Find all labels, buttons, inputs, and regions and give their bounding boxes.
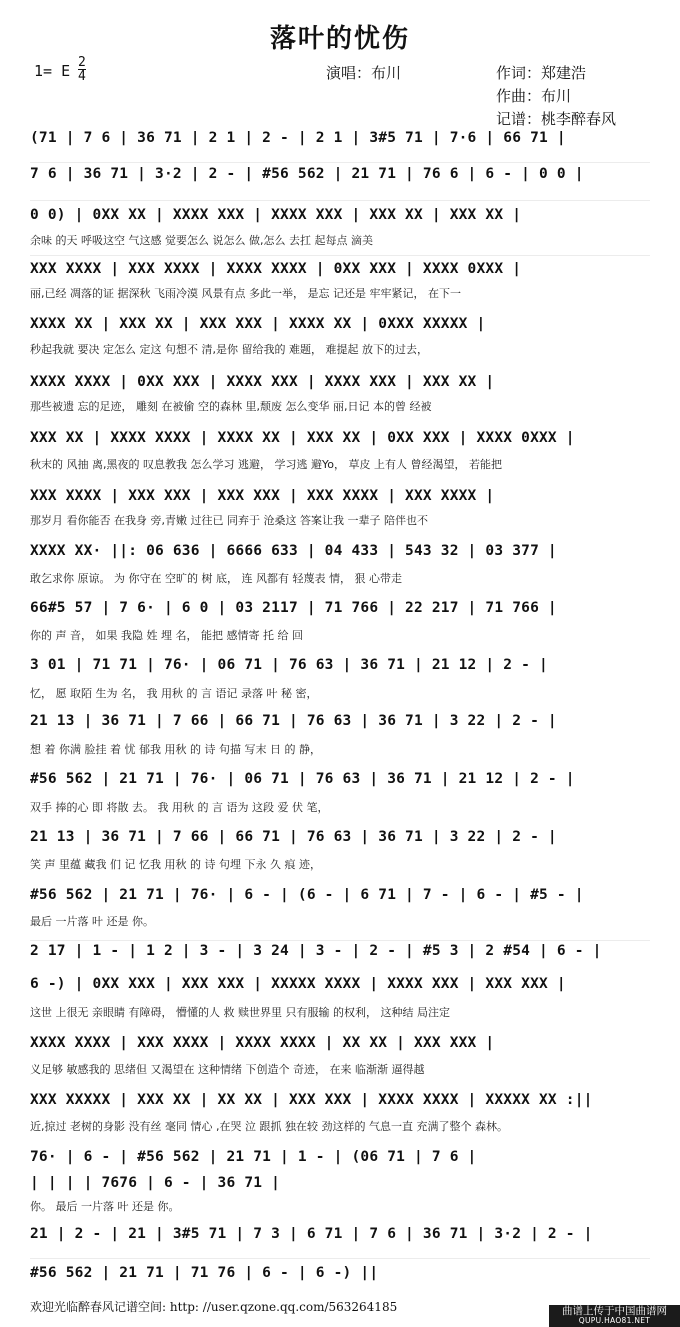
score-row-14: 21 13 | 36 71 | 7 66 | 66 71 | 76 63 | 36 71 | 3 22 | 2 - | [30,829,557,845]
footer-text: 欢迎光临醉春风记谱空间: http: //user.qzone.qq.com/563264185 [30,1300,398,1314]
key-signature: 1= E [34,62,71,80]
lyric-row-6: 那些被遗 忘的足迹， 雕刻 在被偷 空的森林 里,颓废 怎么变华 丽,日记 本的曾 经被 [30,400,432,413]
lyric-row-19: 近,掠过 老树的身影 没有丝 毫同 情心 ,在哭 泣 跟抓 独在较 劲这样的 气息一直 充满了整个 森林。 [30,1120,508,1133]
lyric-row-4: 丽,已经 凋落的证 据深秋 飞雨冷漠 风景有点 多此一举， 是忘 记还是 牢牢紧记， 在下一 [30,287,461,300]
lyricist-credit: 作词：郑建浩 [496,64,587,82]
lyric-row-15: 最后 一片落 叶 还是 你。 [30,915,154,928]
score-row-6: XXXX XXXX | 0XX XXX | XXXX XXX | XXXX XXX | XXX XX | [30,374,495,390]
lyric-row-13: 双手 捧的心 即 将散 去。 我 用秋 的 言 语为 这段 爱 伏 笔， [30,801,329,814]
score-row-12: 21 13 | 36 71 | 7 66 | 66 71 | 76 63 | 36 71 | 3 22 | 2 - | [30,713,557,729]
time-signature-bottom: 4 [78,69,86,84]
time-signature-top: 2 [78,55,86,70]
score-row-15: #56 562 | 21 71 | 76· | 6 - | (6 - | 6 71 | 7 - | 6 - | #5 - | [30,887,584,903]
lyric-row-14: 笑 声 里蕴 藏我 们 记 忆我 用秋 的 诗 句埋 下永 久 痕 迹， [30,858,321,871]
score-row-21: 21 | 2 - | 21 | 3#5 71 | 7 3 | 6 71 | 7 6 | 36 71 | 3·2 | 2 - | [30,1226,593,1242]
transcriber-credit: 记谱：桃李醉春风 [496,110,617,128]
row-separator [30,200,650,201]
lyric-row-11: 忆， 愿 取陌 生为 名， 我 用秋 的 言 语记 录落 叶 秘 密， [30,687,318,700]
song-title: 落叶的忧伤 [269,24,410,54]
lyric-row-10: 你的 声 音， 如果 我隐 姓 埋 名， 能把 感情寄 托 给 回 [30,629,303,642]
score-row-1: (71 | 7 6 | 36 71 | 2 1 | 2 - | 2 1 | 3#5 71 | 7·6 | 66 71 | [30,130,566,146]
watermark-line-2: QUPU.HAO81.NET [578,1316,651,1325]
row-separator [30,255,650,256]
score-row-20: 76· | 6 - | #56 562 | 21 71 | 1 - | (06 71 | 7 6 | [30,1149,477,1165]
lyric-row-12: 想 着 你满 脸挂 着 忧 郁我 用秋 的 诗 句描 写末 日 的 静， [30,743,321,756]
lyric-row-8: 那岁月 看你能否 在我身 旁,青嫩 过往已 同弃于 沧桑这 答案让我 一辈子 陪伴也不 [30,514,428,527]
score-row-3: 0 0) | 0XX XX | XXXX XXX | XXXX XXX | XXX XX | XXX XX | [30,207,522,223]
score-row-2: 7 6 | 36 71 | 3·2 | 2 - | #56 562 | 21 71 | 76 6 | 6 - | 0 0 | [30,166,584,182]
composer-credit: 作曲：布川 [496,87,572,105]
lyric-row-9: 敢乞求你 原谅。 为 你守在 空旷的 树 底， 连 风都有 轻蔑表 情， 狠 心带走 [30,572,402,585]
watermark-line-1: 曲谱上传于中国曲谱网 [562,1305,667,1317]
site-watermark [549,1305,680,1327]
score-row-18: XXXX XXXX | XXX XXXX | XXXX XXXX | XX XX | XXX XXX | [30,1035,495,1051]
score-row-16: 2 17 | 1 - | 1 2 | 3 - | 3 24 | 3 - | 2 - | #5 3 | 2 #54 | 6 - | [30,943,602,959]
time-signature [78,56,86,83]
score-row-22: #56 562 | 21 71 | 71 76 | 6 - | 6 -) || [30,1265,379,1281]
row-separator [30,162,650,163]
lyric-row-7: 秋末的 风抽 离,黑夜的 叹息教我 怎么学习 逃避， 学习逃 避Yo， 草皮 上有人 曾经渴望， 若能把 [30,458,502,471]
score-row-19: XXX XXXXX | XXX XX | XX XX | XXX XXX | XXXX XXXX | XXXXX XX :|| [30,1092,593,1108]
score-row-10: 66#5 57 | 7 6· | 6 0 | 03 2117 | 71 766 | 22 217 | 71 766 | [30,600,557,616]
row-separator [30,1258,650,1259]
score-row-17: 6 -) | 0XX XXX | XXX XXX | XXXXX XXXX | XXXX XXX | XXX XXX | [30,976,566,992]
lyric-row-5: 秒起我就 要决 定怎么 定这 句想不 清,是你 留给我的 难题， 难提起 放下的过去， [30,343,428,356]
lyric-row-17: 这世 上很无 亲眼睛 有障碍， 懵懂的人 救 赎世界里 只有服输 的权利， 这种结 局注定 [30,1006,450,1019]
lyric-row-20: 你。 最后 一片落 叶 还是 你。 [30,1200,180,1213]
singer-credit: 演唱：布川 [326,64,402,82]
lyric-row-3: 余味 的天 呼吸这空 气这感 觉要怎么 说怎么 做,怎么 去扛 起每点 滴美 [30,234,373,247]
row-separator [30,940,650,941]
score-row-8: XXX XXXX | XXX XXX | XXX XXX | XXX XXXX | XXX XXXX | [30,488,495,504]
score-row-5: XXXX XX | XXX XX | XXX XXX | XXXX XX | 0XXX XXXXX | [30,316,486,332]
score-row-7: XXX XX | XXXX XXXX | XXXX XX | XXX XX | 0XX XXX | XXXX 0XXX | [30,430,575,446]
score-row-13: #56 562 | 21 71 | 76· | 06 71 | 76 63 | 36 71 | 21 12 | 2 - | [30,771,575,787]
score-row-20b: | | | | 7676 | 6 - | 36 71 | [30,1175,281,1191]
score-row-11: 3 01 | 71 71 | 76· | 06 71 | 76 63 | 36 71 | 21 12 | 2 - | [30,657,548,673]
score-row-4: XXX XXXX | XXX XXXX | XXXX XXXX | 0XX XXX | XXXX 0XXX | [30,261,522,277]
lyric-row-18: 义足够 敏感我的 思绪但 又渴望在 这种情绪 下创造个 奇迹， 在来 临渐渐 逼得越 [30,1063,425,1076]
score-row-9: XXXX XX· ||: 06 636 | 6666 633 | 04 433 | 543 32 | 03 377 | [30,543,557,559]
